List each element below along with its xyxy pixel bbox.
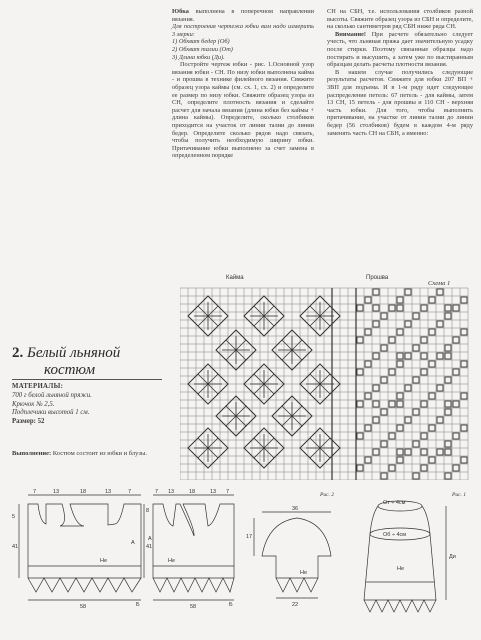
filet-block	[413, 409, 419, 415]
filet-block	[397, 393, 403, 399]
text-column-2	[327, 8, 473, 137]
back-dimensions	[146, 489, 233, 610]
filet-block	[445, 377, 451, 383]
grid-line	[254, 448, 264, 458]
filet-block	[365, 329, 371, 335]
grid-line	[198, 448, 208, 458]
filet-block	[461, 393, 467, 399]
filet-block	[405, 321, 411, 327]
grid-line	[264, 448, 274, 458]
filet-block	[373, 321, 379, 327]
crochet-pattern-chart	[180, 268, 470, 480]
filet-block	[405, 289, 411, 295]
back-label-a: А	[148, 536, 152, 542]
filet-block	[397, 305, 403, 311]
materials-yarn: 700 г белой льняной пряжи.	[12, 391, 92, 399]
grid-line	[236, 406, 246, 416]
front-side-2: 41	[12, 544, 19, 550]
filet-block	[461, 361, 467, 367]
grid-line	[254, 438, 264, 448]
filet-block	[397, 329, 403, 335]
filet-block	[453, 465, 459, 471]
back-bottom: 58	[190, 604, 197, 610]
filet-block	[365, 297, 371, 303]
filet-block	[397, 449, 403, 455]
grid-line	[208, 448, 218, 458]
skirt-ob: Об ÷ 4см	[383, 532, 407, 538]
filet-block	[421, 369, 427, 375]
materials-block	[12, 383, 162, 427]
skirt-ot: От ÷ 4см	[383, 500, 406, 506]
materials-hook: Крючок № 2,5.	[12, 400, 55, 408]
sleeve-top: 36	[292, 506, 299, 512]
filet-block	[405, 449, 411, 455]
filet-block	[405, 417, 411, 423]
border-label: Кайма	[226, 275, 244, 281]
filet-block	[365, 393, 371, 399]
filet-block	[445, 449, 451, 455]
filet-block	[373, 305, 379, 311]
filet-block	[413, 441, 419, 447]
filet-block	[429, 457, 435, 463]
filet-block	[381, 409, 387, 415]
sleeve-caption: Рис. 2	[320, 492, 335, 498]
back-top-2: 13	[168, 489, 175, 495]
grid-line	[198, 316, 208, 326]
grid-line	[292, 350, 302, 360]
measure-3: 3) Длина юбки (Ди).	[172, 53, 225, 61]
grid-line	[226, 350, 236, 360]
skirt-label-ne: Не	[397, 566, 405, 572]
front-side-1: 5	[12, 514, 16, 520]
filet-block	[445, 313, 451, 319]
filet-block	[389, 337, 395, 343]
back-label-ne: Не	[168, 558, 176, 564]
sleeve-side: 17	[246, 534, 253, 540]
filet-block	[365, 361, 371, 367]
grid-line	[292, 340, 302, 350]
execution-block	[12, 450, 167, 458]
grid-line	[208, 306, 218, 316]
filet-block	[461, 425, 467, 431]
grid-line	[208, 374, 218, 384]
filet-block	[437, 353, 443, 359]
filet-block	[421, 433, 427, 439]
filet-block	[397, 457, 403, 463]
filet-block	[429, 425, 435, 431]
grid-line	[254, 306, 264, 316]
skirt-body-text: Постройте чертеж юбки - рис. 1.Основной узор вязания юбки - СН. По низу юбки выполнена кайма - и прошва в технике филейного вязания. Свяжите образец узора каймы (см. сх. 1, сх. 2) и определите ее размер по низу юбки. Свяжите образец узора из СН, определите плотность вязания и сделайте расчет для начала вязания (длина юбки без каймы + длина каймы). Определите, сколько столбиков приходится на участок от линии талии до линии бедер. Определите сколько рядов надо связать, чтобы получить необходимую ширину юбки. Притачивание юбки выполнено за счет заменa в определенном порядке	[172, 61, 314, 160]
filet-block	[445, 441, 451, 447]
front-label-ne: Не	[100, 558, 108, 564]
filet-block	[373, 401, 379, 407]
back-label-b: Б	[229, 602, 233, 608]
size-value: 52	[35, 418, 45, 426]
filet-block	[397, 361, 403, 367]
filet-block	[461, 297, 467, 303]
filet-block	[373, 385, 379, 391]
grid-line	[310, 438, 320, 448]
filet-block	[357, 465, 363, 471]
back-side-2: 41	[146, 544, 153, 550]
grid-line	[310, 306, 320, 316]
filet-block	[445, 353, 451, 359]
pattern-drawings	[0, 478, 481, 640]
grid-line	[264, 374, 274, 384]
grid-line	[320, 438, 330, 448]
front-dimensions	[12, 489, 140, 610]
filet-block	[357, 305, 363, 311]
filet-block	[421, 305, 427, 311]
grid-line	[264, 316, 274, 326]
grid-line	[236, 350, 246, 360]
filet-block	[453, 337, 459, 343]
project-title	[12, 345, 162, 380]
grid-line	[292, 406, 302, 416]
back-top-4: 13	[210, 489, 217, 495]
grid-line	[198, 306, 208, 316]
title-number: 2.	[12, 345, 24, 361]
materials-pads: Подплечики высотой 1 см.	[12, 409, 90, 417]
filet-block	[437, 417, 443, 423]
filet-block	[445, 401, 451, 407]
filet-block	[453, 433, 459, 439]
filet-block	[421, 337, 427, 343]
filet-block	[373, 417, 379, 423]
grid-line	[208, 438, 218, 448]
filet-block	[421, 401, 427, 407]
grid-line	[320, 384, 330, 394]
filet-block	[437, 289, 443, 295]
grid-line	[264, 306, 274, 316]
filet-block	[413, 313, 419, 319]
front-top-4: 13	[105, 489, 112, 495]
grid-line	[320, 448, 330, 458]
grid-line	[226, 416, 236, 426]
front-label-a: А	[131, 540, 135, 546]
filet-block	[437, 385, 443, 391]
filet-block	[397, 401, 403, 407]
filet-block	[389, 401, 395, 407]
grid-line	[264, 438, 274, 448]
materials-heading: МАТЕРИАЛЫ:	[12, 383, 64, 390]
sleeve-drawing	[254, 512, 331, 598]
front-drawing	[19, 495, 141, 600]
filet-block	[437, 449, 443, 455]
filet-block	[429, 329, 435, 335]
grid-line	[282, 406, 292, 416]
filet-block	[381, 313, 387, 319]
filet-block	[429, 297, 435, 303]
front-top-5: 7	[128, 489, 132, 495]
filet-block	[413, 345, 419, 351]
filet-block	[405, 385, 411, 391]
filet-block	[445, 409, 451, 415]
grid-line	[226, 340, 236, 350]
execution-label: Выполнение:	[12, 450, 52, 457]
back-side-1: 8	[146, 508, 150, 514]
filet-block	[421, 353, 427, 359]
attention-label: Внимание!	[335, 30, 366, 38]
grid-line	[320, 374, 330, 384]
grid-line	[208, 316, 218, 326]
filet-block	[429, 393, 435, 399]
filet-block	[453, 369, 459, 375]
front-label-b: Б	[136, 602, 140, 608]
filet-block	[453, 305, 459, 311]
sleeve-bottom: 22	[292, 602, 299, 608]
filet-block	[445, 345, 451, 351]
back-top-1: 7	[155, 489, 159, 495]
grid-line	[320, 316, 330, 326]
filet-block	[397, 425, 403, 431]
grid-line	[264, 384, 274, 394]
attention-text: При расчете обязательно следует учесть, что льняная пряжа дает значительную усадку после стирки. Поэтому связанные образцы надо постирать и высушить, а затем уже по выстиранным образцам делать расчеты плотности вязания.	[327, 30, 473, 69]
filet-block	[373, 289, 379, 295]
col2-paragraph-1: СН на СБН, т.е. использования столбиков разной высоты. Свяжите образец узора из СБН и определите, на сколько сантиметров ряд СБН ниже ряда СН.	[327, 8, 473, 31]
measure-intro: Для построения чертежа юбки вам надо измерить 3 мерки:	[172, 23, 314, 38]
front-top-3: 18	[80, 489, 87, 495]
filet-block	[405, 353, 411, 359]
filet-block	[397, 353, 403, 359]
filet-block	[373, 449, 379, 455]
title-line-1: Белый льняной	[23, 345, 121, 361]
grid-line	[310, 374, 320, 384]
grid-line	[282, 350, 292, 360]
grid-line	[208, 384, 218, 394]
filet-block	[389, 305, 395, 311]
filet-block	[461, 457, 467, 463]
filet-block	[453, 401, 459, 407]
grid-line	[310, 316, 320, 326]
scheme-label: Схема 1	[428, 280, 451, 287]
grid-line	[254, 316, 264, 326]
skirt-caption: Рис. 1	[452, 492, 467, 498]
skirt-di: Ди	[449, 554, 456, 560]
title-line-2: костюм	[12, 362, 162, 380]
filet-block	[421, 465, 427, 471]
col2-paragraph-3: В нашем случае получились следующие результаты расчетов. Свяжите для юбки 207 ВП + 3ВП для подъема. И в 1-м ряду идет следующее распределение петель: 67 петель - для каймы, затем 13 СН, 15 петель - для прошвы и 110 СН - верхняя часть юбки. Для того, чтобы выполнить притачивание, на участке от линии талии до линии бедер (56 столбиков) будем в каждом 4-м ряду заменять часть СН на СБН, а именно:	[327, 68, 473, 137]
grid-line	[236, 340, 246, 350]
grid-line	[198, 438, 208, 448]
filet-block	[373, 353, 379, 359]
grid-line	[254, 374, 264, 384]
size-label: Размер:	[12, 418, 36, 426]
skirt-intro: выполнена в поперечном направлении вязания.	[172, 8, 314, 23]
filet-block	[357, 337, 363, 343]
text-column-1	[172, 8, 314, 160]
grid-line	[254, 384, 264, 394]
insert-label: Прошва	[366, 275, 389, 281]
filet-block	[437, 321, 443, 327]
filet-block	[461, 329, 467, 335]
grid-line	[236, 416, 246, 426]
grid-line	[282, 340, 292, 350]
filet-block	[389, 433, 395, 439]
filet-block	[421, 449, 427, 455]
grid-line	[292, 416, 302, 426]
grid-line	[198, 384, 208, 394]
filet-block	[397, 297, 403, 303]
back-drawing	[144, 495, 234, 600]
front-top-1: 7	[33, 489, 37, 495]
grid-line	[320, 306, 330, 316]
skirt-drawing	[364, 501, 446, 612]
filet-block	[413, 377, 419, 383]
filet-block	[357, 401, 363, 407]
filet-block	[389, 369, 395, 375]
grid-line	[282, 416, 292, 426]
skirt-dimensions	[383, 492, 466, 572]
filet-block	[381, 377, 387, 383]
grid-line	[198, 374, 208, 384]
back-top-5: 7	[226, 489, 230, 495]
filet-block	[445, 305, 451, 311]
filet-block	[381, 441, 387, 447]
sleeve-dimensions	[246, 492, 334, 608]
front-top-2: 13	[53, 489, 60, 495]
filet-block	[365, 457, 371, 463]
filet-block	[429, 361, 435, 367]
execution-text: Костюм состоит из юбки и блузы.	[51, 450, 147, 457]
filet-block	[365, 425, 371, 431]
back-top-3: 18	[189, 489, 196, 495]
grid-line	[226, 406, 236, 416]
measure-2: 2) Обхват талии (От)	[172, 45, 233, 53]
skirt-title: Юбка	[172, 8, 189, 15]
filet-block	[381, 345, 387, 351]
front-bottom: 58	[80, 604, 87, 610]
filet-block	[357, 369, 363, 375]
grid-line	[310, 448, 320, 458]
filet-block	[357, 433, 363, 439]
grid-line	[310, 384, 320, 394]
filet-block	[389, 465, 395, 471]
measure-1: 1) Обхват бедер (Об)	[172, 38, 230, 46]
sleeve-label-ne: Не	[300, 570, 308, 576]
